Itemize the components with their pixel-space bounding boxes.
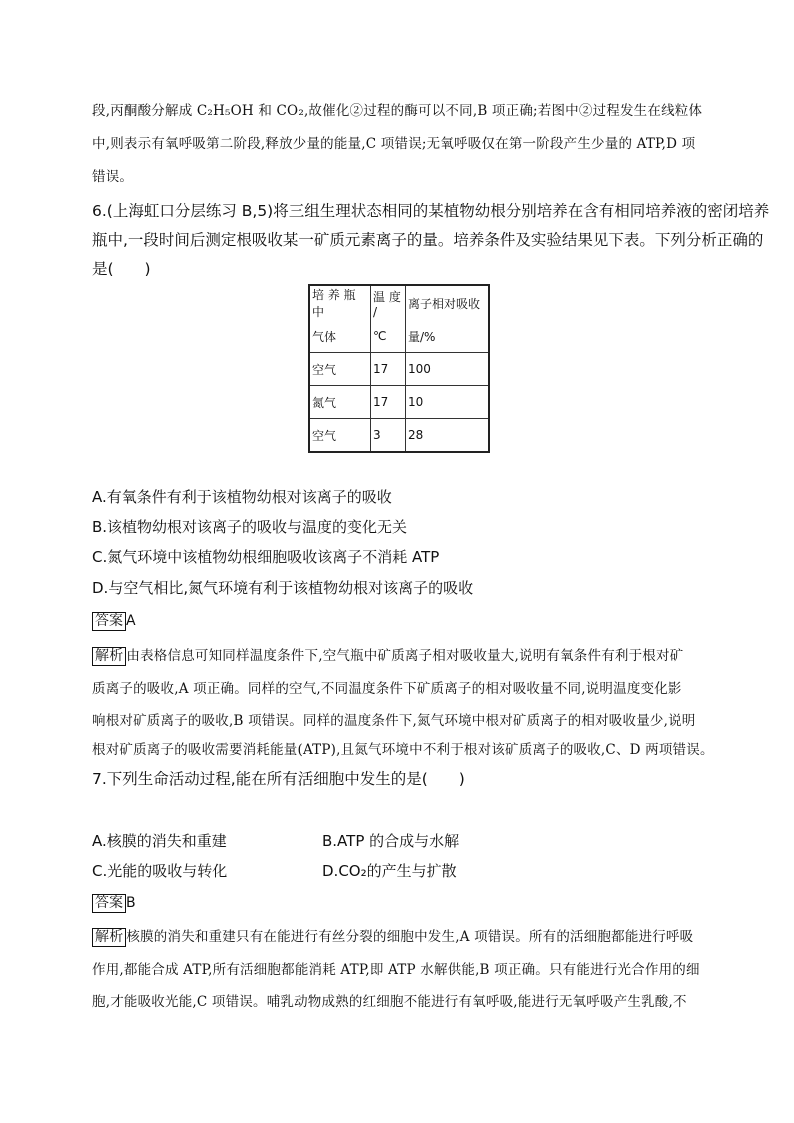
q7-analysis-line-1 bbox=[92, 925, 693, 947]
analysis-text: 核膜的消失和重建只有在能进行有丝分裂的细胞中发生,A 项错误。所有的活细胞都能进行呼吸 bbox=[126, 929, 694, 945]
table-cell: 28 bbox=[406, 419, 490, 453]
analysis-label-box: 解析 bbox=[92, 647, 126, 666]
table-cell: 10 bbox=[406, 386, 490, 419]
table-cell: 17 bbox=[371, 386, 406, 419]
analysis-label-box: 解析 bbox=[92, 928, 126, 947]
table-header-cell: 量/% bbox=[406, 320, 490, 353]
q7-analysis-line-2: 作用,都能合成 ATP,所有活细胞都能消耗 ATP,即 ATP 水解供能,B 项正确。只有能进行光合作用的细 bbox=[92, 962, 700, 978]
table-cell: 3 bbox=[371, 419, 406, 453]
answer-value: B bbox=[126, 895, 136, 911]
table-header-row-2 bbox=[309, 320, 489, 353]
table-header-row-1 bbox=[309, 285, 489, 320]
table-header-cell: 离子相对吸收 bbox=[406, 285, 490, 320]
table-cell: 空气 bbox=[309, 353, 371, 386]
q6-analysis-line-4: 根对矿质离子的吸收需要消耗能量(ATP),且氮气环境中不利于根对该矿质离子的吸收,C、D 两项错误。 bbox=[92, 742, 714, 758]
table-row bbox=[309, 386, 489, 419]
table-cell: 空气 bbox=[309, 419, 371, 453]
table-header-cell: 培 养 瓶 中 bbox=[309, 285, 371, 320]
answer-label-box: 答案 bbox=[92, 894, 126, 913]
q7-stem: 7.下列生命活动过程,能在所有活细胞中发生的是( ) bbox=[92, 770, 465, 788]
q6-stem-line-3: 是( ) bbox=[92, 260, 151, 278]
q6-analysis-line-3: 响根对矿质离子的吸收,B 项错误。同样的温度条件下,氮气环境中根对矿质离子的相对吸收量少,说明 bbox=[92, 713, 696, 729]
q7-option-b: B.ATP 的合成与水解 bbox=[322, 832, 460, 850]
table-cell: 100 bbox=[406, 353, 490, 386]
q6-option-d: D.与空气相比,氮气环境有利于该植物幼根对该离子的吸收 bbox=[92, 579, 474, 597]
table-cell: 氮气 bbox=[309, 386, 371, 419]
q6-analysis-line-2: 质离子的吸收,A 项正确。同样的空气,不同温度条件下矿质离子的相对吸收量不同,说明温度变化影 bbox=[92, 681, 682, 697]
table-row bbox=[309, 353, 489, 386]
q6-data-table bbox=[308, 284, 490, 453]
answer-value: A bbox=[126, 613, 136, 629]
table-header-cell: ℃ bbox=[371, 320, 406, 353]
analysis-text: 由表格信息可知同样温度条件下,空气瓶中矿质离子相对吸收量大,说明有氧条件有利于根对矿 bbox=[126, 648, 684, 664]
explanation-line-3: 错误。 bbox=[92, 169, 134, 185]
q6-option-b: B.该植物幼根对该离子的吸收与温度的变化无关 bbox=[92, 518, 408, 536]
q6-analysis-line-1 bbox=[92, 644, 683, 666]
answer-label-box: 答案 bbox=[92, 612, 126, 631]
q7-option-a: A.核膜的消失和重建 bbox=[92, 832, 227, 850]
q7-option-c: C.光能的吸收与转化 bbox=[92, 862, 228, 880]
table-header-cell: 气体 bbox=[309, 320, 371, 353]
q6-stem-line-1: 6.(上海虹口分层练习 B,5)将三组生理状态相同的某植物幼根分别培养在含有相同培养液的密闭培养 bbox=[92, 202, 770, 220]
q6-stem-line-2: 瓶中,一段时间后测定根吸收某一矿质元素离子的量。培养条件及实验结果见下表。下列分析正确的 bbox=[92, 231, 764, 249]
q6-answer bbox=[92, 610, 136, 631]
table-cell: 17 bbox=[371, 353, 406, 386]
table-header-cell: 温 度 / bbox=[371, 285, 406, 320]
q7-option-d: D.CO₂的产生与扩散 bbox=[322, 862, 457, 880]
q6-option-c: C.氮气环境中该植物幼根细胞吸收该离子不消耗 ATP bbox=[92, 548, 440, 566]
q7-answer bbox=[92, 892, 136, 913]
explanation-line-1: 段,丙酮酸分解成 C₂H₅OH 和 CO₂,故催化②过程的酶可以不同,B 项正确;若图中②过程发生在线粒体 bbox=[92, 103, 703, 119]
q6-option-a: A.有氧条件有利于该植物幼根对该离子的吸收 bbox=[92, 488, 392, 506]
table-row bbox=[309, 419, 489, 453]
q7-analysis-line-3: 胞,才能吸收光能,C 项错误。哺乳动物成熟的红细胞不能进行有氧呼吸,能进行无氧呼吸产生乳酸,不 bbox=[92, 994, 687, 1010]
explanation-line-2: 中,则表示有氧呼吸第二阶段,释放少量的能量,C 项错误;无氧呼吸仅在第一阶段产生少量的 ATP,D 项 bbox=[92, 136, 696, 152]
